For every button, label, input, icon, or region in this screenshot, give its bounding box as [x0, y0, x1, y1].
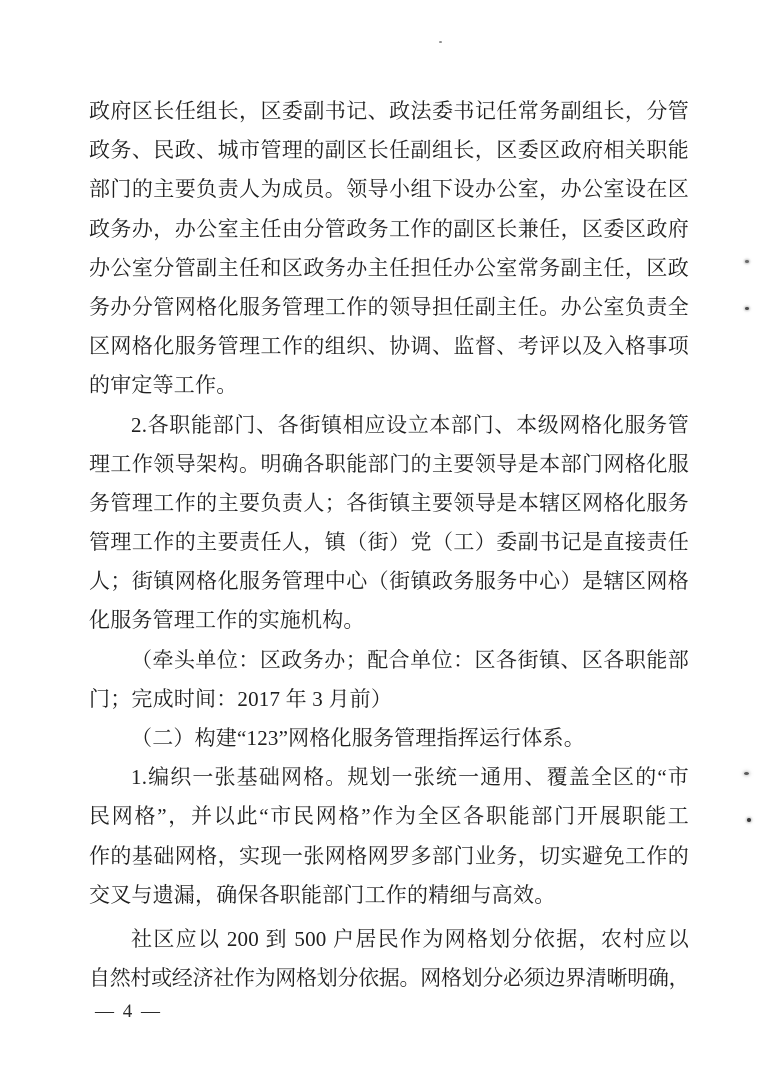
scan-speck — [744, 772, 749, 775]
text-line: 作的基础网格，实现一张网格网罗多部门业务，切实避免工作的 — [89, 843, 689, 868]
text-line: 2.各职能部门、各街镇相应设立本部门、本级网格化服务管 — [131, 412, 689, 437]
text-line: 务管理工作的主要负责人；各街镇主要领导是本辖区网格化服务 — [89, 490, 689, 515]
scan-speck — [745, 260, 749, 263]
text-line: （牵头单位：区政务办；配合单位：区各街镇、区各职能部 — [131, 647, 689, 672]
text-line: 部门的主要负责人为成员。领导小组下设办公室，办公室设在区 — [89, 177, 689, 202]
text-line: 交叉与遗漏，确保各职能部门工作的精细与高效。 — [89, 882, 556, 907]
text-line: 自然村或经济社作为网格划分依据。网格划分必须边界清晰明确， — [89, 966, 689, 991]
section-heading: （二）构建“123”网格化服务管理指挥运行体系。 — [131, 726, 585, 750]
text-line: 的审定等工作。 — [89, 373, 238, 398]
text-line: 化服务管理工作的实施机构。 — [89, 608, 365, 633]
page-number: — 4 — — [95, 1001, 162, 1022]
text-line: 民网格”，并以此“市民网格”作为全区各职能部门开展职能工 — [89, 804, 689, 829]
scan-speck — [745, 307, 749, 310]
text-line: 人；街镇网格化服务管理中心（街镇政务服务中心）是辖区网格 — [89, 569, 689, 594]
text-line: 理工作领导架构。明确各职能部门的主要领导是本部门网格化服 — [89, 451, 689, 476]
text-line: 区网格化服务管理工作的组织、协调、监督、考评以及入格事项 — [89, 334, 689, 359]
text-line: 1.编织一张基础网格。规划一张统一通用、覆盖全区的“市 — [131, 765, 689, 790]
text-line: 管理工作的主要责任人，镇（街）党（工）委副书记是直接责任 — [89, 530, 689, 555]
text-line: 政府区长任组长，区委副书记、政法委书记任常务副组长，分管 — [89, 99, 689, 123]
text-line: 政务办，办公室主任由分管政务工作的副区长兼任，区委区政府 — [89, 216, 689, 241]
text-line: 门；完成时间：2017 年 3 月前） — [89, 686, 393, 711]
text-line: 政务、民政、城市管理的副区长任副组长，区委区政府相关职能 — [89, 138, 689, 163]
text-line: 办公室分管副主任和区政务办主任担任办公室常务副主任，区政 — [89, 255, 689, 280]
document-body — [89, 92, 689, 998]
text-line: 务办分管网格化服务管理工作的领导担任副主任。办公室负责全 — [89, 294, 689, 319]
text-line: 社区应以 200 到 500 户居民作为网格划分依据，农村应以 — [131, 926, 689, 951]
scan-speck — [747, 818, 751, 822]
scan-speck — [439, 41, 442, 43]
